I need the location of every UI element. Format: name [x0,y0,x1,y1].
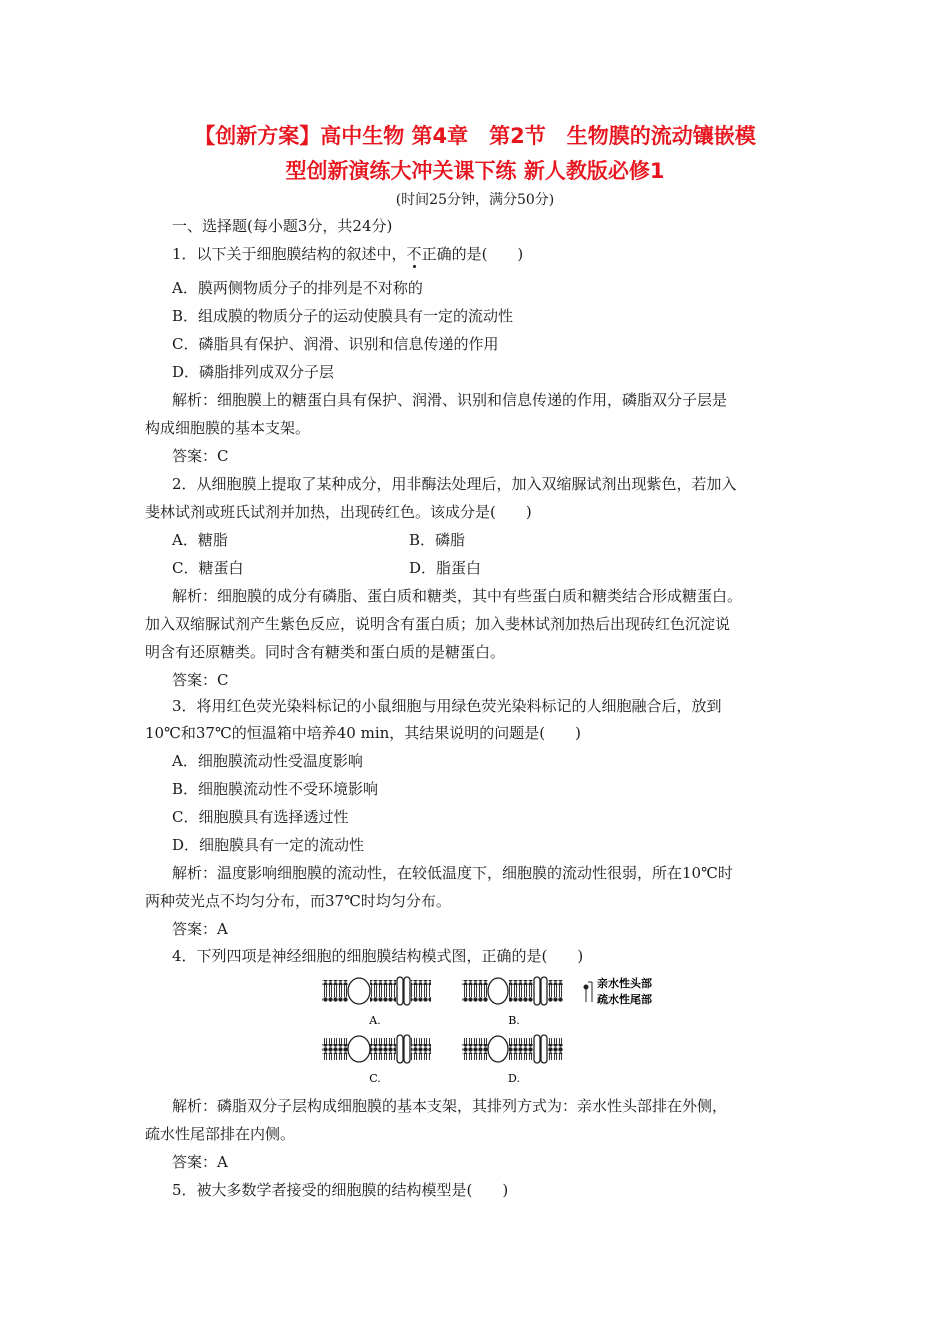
legend-head-label: 亲水性头部 [597,977,652,990]
membrane-figure [318,972,698,1092]
q1-stem-post: 正确的是( ) [421,245,524,263]
q2-option-a: A．糖脂 [172,531,228,549]
q3-answer: 答案：A [172,920,228,938]
q1-stem [172,244,523,264]
q1-analysis: 解析：细胞膜上的糖蛋白具有保护、润滑、识别和信息传递的作用，磷脂双分子层是 [172,391,728,409]
document-title-line-2: 型创新演练大冲关课下练 新人教版必修1 [285,159,665,183]
q2-analysis-cont-1: 加入双缩脲试剂产生紫色反应，说明含有蛋白质；加入斐林试剂加热后出现砖红色沉淀说 [145,615,731,633]
q2-stem: 2．从细胞膜上提取了某种成分，用非酶法处理后，加入双缩脲试剂出现紫色，若加入 [172,475,737,493]
q1-option-d: D．磷脂排列成双分子层 [172,363,335,381]
section-heading: 一、选择题(每小题3分，共24分) [172,217,393,235]
q3-analysis: 解析：温度影响细胞膜的流动性，在较低温度下，细胞膜的流动性很弱，所在10℃时 [172,864,733,882]
q2-stem-cont: 斐林试剂或班氏试剂并加热，出现砖红色。该成分是( ) [145,503,532,521]
panel-b-diagram [462,977,563,1005]
q3-analysis-cont: 两种荧光点不均匀分布，而37℃时均匀分布。 [145,892,451,910]
q3-stem: 3．将用红色荧光染料标记的小鼠细胞与用绿色荧光染料标记的人细胞融合后，放到 [172,697,722,715]
q1-analysis-cont: 构成细胞膜的基本支架。 [145,419,311,437]
q3-stem-cont: 10℃和37℃的恒温箱中培养40 min，其结果说明的问题是( ) [145,724,581,742]
document-title-line-1: 【创新方案】高中生物 第4章 第2节 生物膜的流动镶嵌模 [194,124,756,148]
panel-a-diagram [322,977,431,1005]
panel-c-diagram [322,1035,431,1063]
panel-d-label: D. [508,1072,520,1085]
q4-stem: 4．下列四项是神经细胞的细胞膜结构模式图，正确的是( ) [172,947,584,965]
q1-option-c: C．磷脂具有保护、润滑、识别和信息传递的作用 [172,335,499,353]
q3-option-d: D．细胞膜具有一定的流动性 [172,836,365,854]
q2-analysis: 解析：细胞膜的成分有磷脂、蛋白质和糖类，其中有些蛋白质和糖类结合形成糖蛋白。 [172,587,743,605]
q1-emphasis-word: 不 [406,245,422,263]
q2-option-c: C．糖蛋白 [172,559,244,577]
q4-analysis: 解析：磷脂双分子层构成细胞膜的基本支架，其排列方式为：亲水性头部排在外侧， [172,1097,728,1115]
q2-option-b: B．磷脂 [409,531,466,549]
q2-analysis-cont-2: 明含有还原糖类。同时含有糖类和蛋白质的是糖蛋白。 [145,643,506,661]
q1-option-a: A．膜两侧物质分子的排列是不对称的 [172,279,423,297]
q1-stem-pre: 1．以下关于细胞膜结构的叙述中， [172,245,407,263]
q4-analysis-cont: 疏水性尾部排在内侧。 [145,1125,296,1143]
legend-bracket [584,982,593,1002]
q1-option-b: B．组成膜的物质分子的运动使膜具有一定的流动性 [172,307,514,325]
panel-b-label: B. [508,1014,520,1027]
panel-c-label: C. [369,1072,381,1085]
panel-d-diagram [462,1035,563,1063]
q3-option-a: A．细胞膜流动性受温度影响 [172,752,363,770]
time-score-note: (时间25分钟，满分50分) [395,192,555,208]
q2-answer: 答案：C [172,671,229,689]
q2-option-d: D．脂蛋白 [409,559,482,577]
panel-a-label: A. [369,1014,381,1027]
q1-answer: 答案：C [172,447,229,465]
q4-answer: 答案：A [172,1153,228,1171]
q3-option-c: C．细胞膜具有选择透过性 [172,808,349,826]
q5-stem: 5．被大多数学者接受的细胞膜的结构模型是( ) [172,1181,509,1199]
legend-tail-label: 疏水性尾部 [597,993,652,1006]
q3-option-b: B．细胞膜流动性不受环境影响 [172,780,379,798]
